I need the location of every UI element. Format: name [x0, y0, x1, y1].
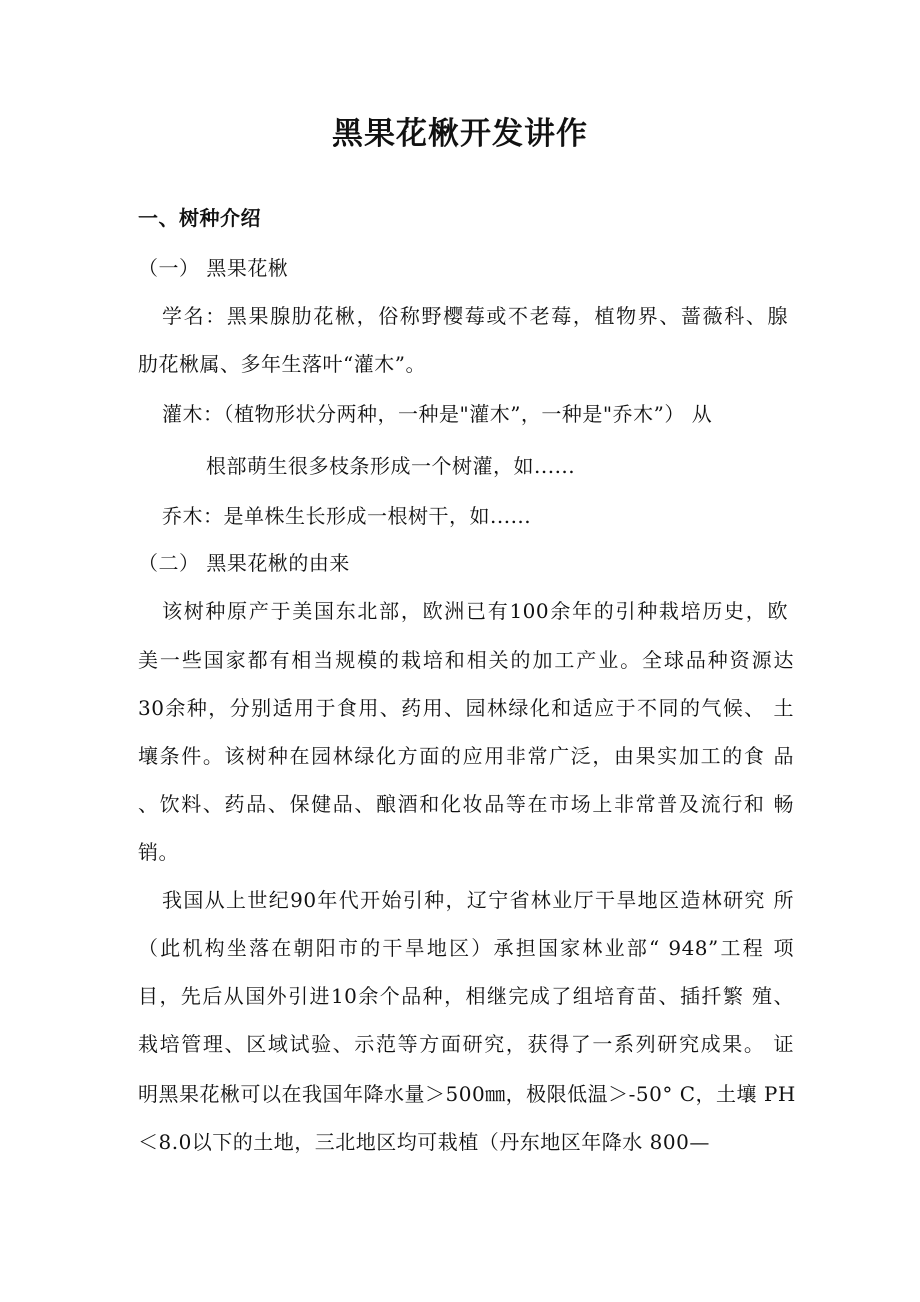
paragraph-line: ＜8.0以下的土地，三北地区均可栽植（丹东地区年降水 800— [138, 1130, 710, 1154]
subsection-heading: （一） 黑果花楸 [138, 256, 289, 280]
paragraph-line: 该树种原产于美国东北部，欧洲已有100余年的引种栽培历史，欧 [162, 599, 788, 623]
paragraph-line: 灌木：（植物形状分两种，一种是"灌木”，一种是"乔木”） 从 [162, 402, 713, 426]
paragraph-line: （此机构坐落在朝阳市的干旱地区）承担国家林业部“ 948”工程 项 [138, 936, 794, 960]
section-heading: 一、树种介绍 [138, 206, 261, 230]
paragraph-line: 乔木：是单株生长形成一根树干，如...... [162, 504, 532, 528]
paragraph-line: 30余种，分别适用于食用、药用、园林绿化和适应于不同的气候、 土 [138, 696, 794, 720]
paragraph-line: 美一些国家都有相当规模的栽培和相关的加工产业。全球品种资源达 [138, 648, 794, 672]
paragraph-line: 壤条件。该树种在园林绿化方面的应用非常广泛，由果实加工的食 品 [138, 744, 794, 768]
paragraph-line: 、饮料、药品、保健品、酿酒和化妆品等在市场上非常普及流行和 畅 [138, 792, 794, 816]
paragraph-line: 明黑果花楸可以在我国年降水量＞500㎜，极限低温＞-50° C，土壤 PH [138, 1082, 796, 1106]
paragraph-line: 根部萌生很多枝条形成一个树灌，如...... [206, 454, 576, 478]
paragraph-line: 销。 [138, 840, 179, 864]
paragraph-line: 学名：黑果腺肋花楸，俗称野樱莓或不老莓，植物界、蔷薇科、腺 [162, 304, 788, 328]
paragraph-line: 栽培管理、区域试验、示范等方面研究，获得了一系列研究成果。 证 [138, 1032, 794, 1056]
subsection-heading: （二） 黑果花楸的由来 [138, 551, 350, 575]
page-title: 黑果花楸开发讲作 [332, 116, 588, 152]
paragraph-line: 我国从上世纪90年代开始引种，辽宁省林业厅干旱地区造林研究 所 [162, 888, 794, 912]
paragraph-line: 目，先后从国外引进10余个品种，相继完成了组培育苗、插扦繁 殖、 [138, 984, 794, 1008]
paragraph-line: 肋花楸属、多年生落叶“灌木”。 [138, 352, 426, 376]
